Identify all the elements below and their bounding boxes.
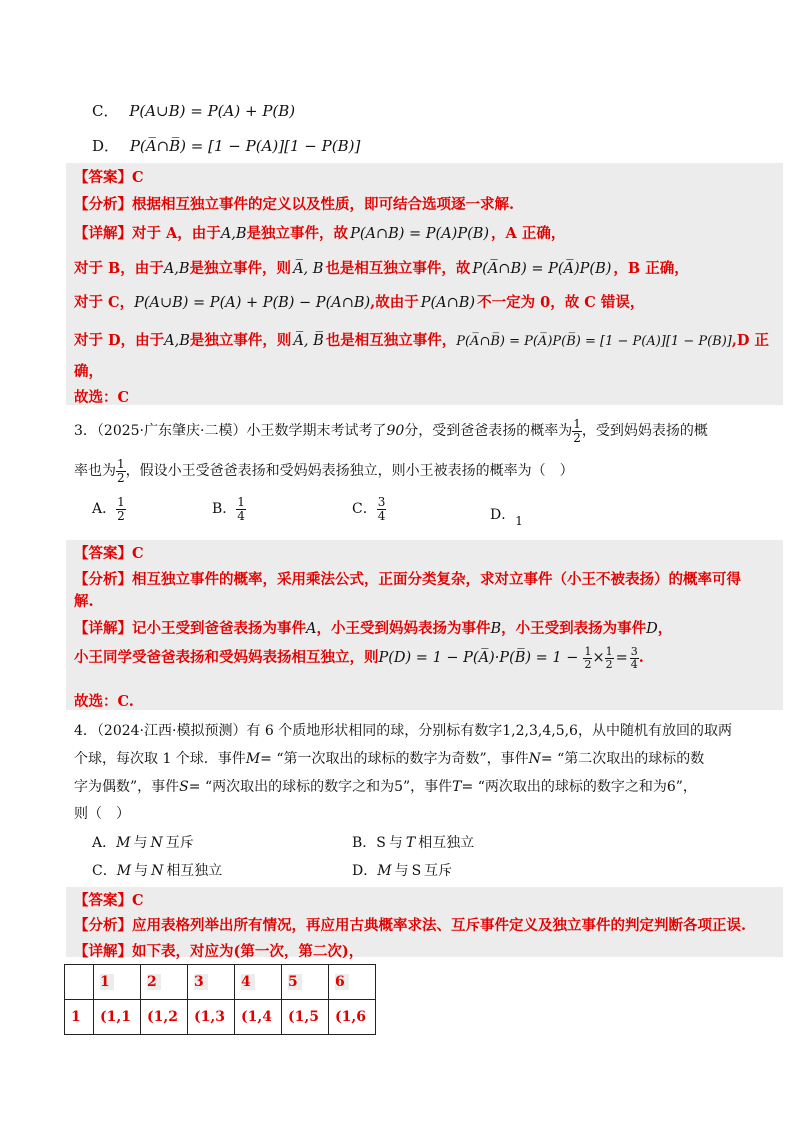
q4-stem-line-3: 字为偶数”，事件S= “两次取出的球标的数字之和为5”，事件T= “两次取出的球标的数字之和为6”， <box>74 779 697 795</box>
table-header-cell: 1 <box>94 965 141 1000</box>
table-cell: (1,1 <box>94 1000 141 1035</box>
q3-conclusion: 故选：C. <box>74 693 134 710</box>
q3-detail-2: 小王同学受爸爸表扬和受妈妈表扬相互独立，则P(D) = 1 − P(A̅)·P(B̅) = 1 − $\frac{1}{2}$ × $\frac{1}{2}$ = $\frac{3}{4}$ . <box>74 645 644 671</box>
table-cell: (1,4 <box>235 1000 282 1035</box>
q3-analysis-1: 【分析】相互独立事件的概率，采用乘法公式，正面分类复杂，求对立事件（小王不被表扬）的概率可得 <box>74 571 741 588</box>
option-c-prev: C． P(A∪B) = P(A) + P(B) <box>92 102 296 120</box>
q3-option-c[interactable]: C． $\frac{3}{4}$ <box>352 495 386 523</box>
table-header-cell: 6 <box>329 965 376 1000</box>
q3-fraction-half: $\frac{1}{2}$ <box>573 417 581 445</box>
table-cell: 1 <box>65 1000 94 1035</box>
q3-stem-line-2: 率也为 $\frac{1}{2}$ ，假设小王受爸爸表扬和受妈妈表扬独立，则小王被表扬的概率为（ ） <box>74 457 574 485</box>
q3-analysis-2: 解. <box>74 593 94 610</box>
q3-fraction-half-2: $\frac{1}{2}$ <box>117 457 125 485</box>
table-cell: (1,2 <box>141 1000 188 1035</box>
q4-option-d[interactable]: D．M 与 S 互斥 <box>352 863 453 879</box>
q2-detail-a: 【详解】对于 A，由于A,B是独立事件，故 P(A∩B) = P(A)P(B) ，A 正确， <box>74 225 566 242</box>
q3-option-d[interactable]: D．1 <box>490 507 523 528</box>
option-d-expression: P(A̅∩B̅) = [1 − P(A)][1 − P(B)] <box>129 137 361 155</box>
table-header-cell <box>65 965 94 1000</box>
option-c-expression: P(A∪B) = P(A) + P(B) <box>129 102 296 120</box>
q2-detail-b: 对于 B，由于A,B是独立事件，则 A̅, B 也是相互独立事件，故 P(A̅∩B) = P(A̅)P(B) ，B 正确， <box>74 260 689 277</box>
table-header-row <box>65 965 376 1000</box>
q2-answer: 【答案】C <box>74 169 144 186</box>
table-header-cell: 3 <box>188 965 235 1000</box>
q4-stem-line-1: 4．（2024·江西·模拟预测）有 6 个质地形状相同的球，分别标有数字1,2,3,4,5,6，从中随机有放回的取两 <box>74 723 732 739</box>
table-cell: (1,3 <box>188 1000 235 1035</box>
option-d-prev: D． P(A̅∩B̅) = [1 − P(A)][1 − P(B)] <box>92 137 361 155</box>
q3-option-a[interactable]: A． $\frac{1}{2}$ <box>92 495 125 523</box>
q3-stem-line-1: 3．（2025·广东肇庆·二模）小王数学期末考试考了90分，受到爸爸表扬的概率为 $\frac{1}{2}$ ，受到妈妈表扬的概 <box>74 417 708 445</box>
q4-option-b[interactable]: B．S 与 T 相互独立 <box>352 835 475 851</box>
q3-option-b[interactable]: B． $\frac{1}{4}$ <box>212 495 245 523</box>
q2-detail-wrap: 确， <box>74 363 103 380</box>
table-header-cell: 5 <box>282 965 329 1000</box>
q2-detail-c: 对于 C，P(A∪B) = P(A) + P(B) − P(A∩B),故由于 P(A∩B) 不一定为 0，故 C 错误， <box>74 294 645 311</box>
table-header-cell: 4 <box>235 965 282 1000</box>
q3-answer: 【答案】C <box>74 545 144 562</box>
q4-answer: 【答案】C <box>74 892 144 909</box>
q3-detail-1: 【详解】记小王受到爸爸表扬为事件A，小王受到妈妈表扬为事件B，小王受到表扬为事件D， <box>74 620 673 637</box>
table-cell: (1,6 <box>329 1000 376 1035</box>
q4-analysis: 【分析】应用表格列举出所有情况，再应用古典概率求法、互斥事件定义及独立事件的判定判断各项正误. <box>74 917 747 934</box>
q2-analysis: 【分析】根据相互独立事件的定义以及性质，即可结合选项逐一求解. <box>74 196 515 213</box>
q4-detail: 【详解】如下表，对应为(第一次，第二次)， <box>74 943 364 960</box>
table-header-cell: 2 <box>141 965 188 1000</box>
q2-conclusion: 故选：C <box>74 389 130 406</box>
q4-option-c[interactable]: C．M 与 N 相互独立 <box>92 863 223 879</box>
q4-stem-line-4: 则（ ） <box>74 806 130 822</box>
q4-option-a[interactable]: A．M 与 N 互斥 <box>92 835 194 851</box>
table-cell: (1,5 <box>282 1000 329 1035</box>
table-row <box>65 1000 376 1035</box>
q4-stem-line-2: 个球，每次取 1 个球．事件M= “第一次取出的球标的数字为奇数”，事件N= “第二次取出的球标的数 <box>74 751 705 767</box>
outcome-table <box>64 964 376 1035</box>
q2-detail-d: 对于 D，由于A,B是独立事件，则 A̅, B̅ 也是相互独立事件，P(A̅∩B̅) = P(A̅)P(B̅) = [1 − P(A)][1 − P(B)],D 正 <box>74 332 770 349</box>
